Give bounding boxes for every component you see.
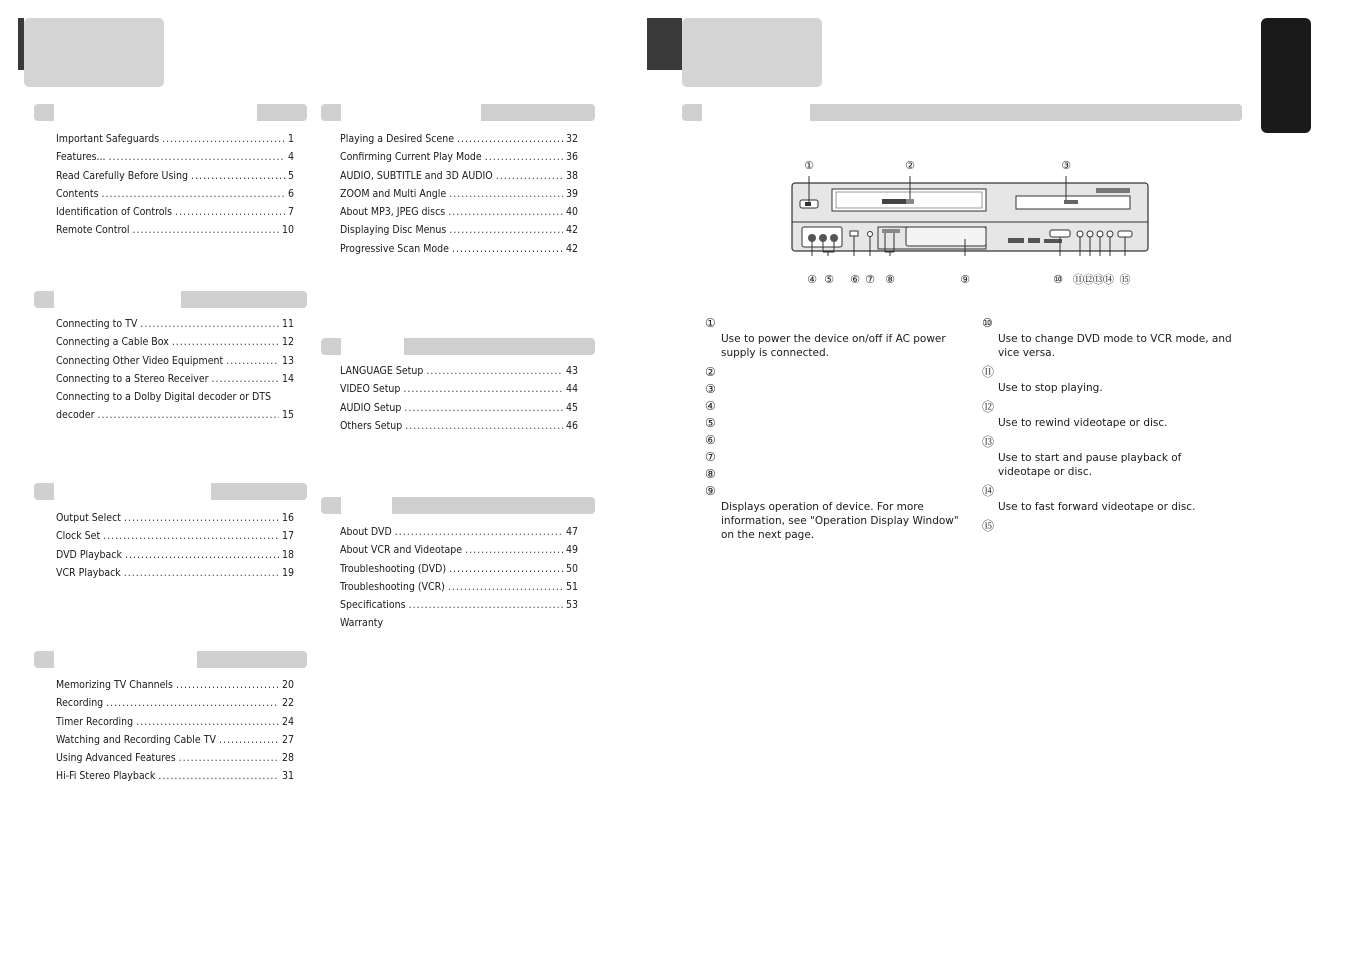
control-number: ①: [705, 316, 716, 330]
control-description: Use to power the device on/off if AC power supply is connected.: [721, 333, 946, 359]
section-bar-1: [34, 104, 307, 121]
toc-list-5: [340, 130, 578, 258]
toc-entry[interactable]: [340, 596, 578, 614]
toc-list-6: [340, 362, 578, 435]
toc-entry[interactable]: [56, 713, 294, 731]
toc-entry-title: Hi-Fi Stereo Playback: [56, 770, 156, 783]
toc-entry[interactable]: [56, 388, 294, 425]
toc-entry-page: 51: [565, 580, 578, 593]
toc-entry-page: 18: [281, 548, 294, 561]
callout-7: ⑦: [865, 273, 875, 286]
toc-entry-title-cont: decoder: [56, 409, 95, 422]
toc-entry-page: 49: [565, 544, 578, 557]
section-bar-3: [34, 483, 307, 500]
callout-8: ⑧: [885, 273, 895, 286]
toc-entry[interactable]: [340, 185, 578, 203]
toc-entry-title: Recording: [56, 697, 104, 710]
toc-entry-page: 42: [565, 224, 578, 237]
toc-entry-page: 22: [281, 697, 294, 710]
toc-entry-title: About DVD: [340, 526, 392, 538]
section-bar-5: [321, 104, 595, 121]
toc-entry-page: 31: [281, 770, 294, 783]
toc-entry-page: 15: [281, 409, 294, 422]
toc-entry-title: VIDEO Setup: [340, 383, 401, 396]
toc-entry-title: Warranty: [340, 617, 384, 630]
toc-list-4: [56, 676, 294, 786]
toc-entry[interactable]: [56, 676, 294, 694]
toc-entry-page: 10: [281, 224, 294, 237]
control-description: Use to rewind videotape or disc.: [998, 417, 1168, 429]
toc-entry-title: About VCR and Videotape: [340, 544, 463, 557]
toc-entry-title: Output Select: [56, 512, 121, 524]
toc-entry-page: 16: [281, 512, 294, 524]
toc-entry-page: 47: [565, 526, 578, 538]
toc-entry-title: Timer Recording: [56, 715, 134, 728]
toc-entry-title: Connecting Other Video Equipment: [56, 354, 224, 367]
toc-entry[interactable]: [340, 614, 578, 632]
toc-entry-title: LANGUAGE Setup: [340, 365, 424, 377]
toc-entry-page: 14: [281, 372, 294, 385]
toc-entry-page: 40: [565, 206, 578, 219]
page-edge-tab: [1261, 18, 1311, 133]
toc-entry-title: Troubleshooting (VCR): [340, 580, 445, 593]
right-header-bar: [647, 18, 682, 70]
toc-entry[interactable]: [56, 221, 294, 239]
toc-entry[interactable]: [56, 694, 294, 712]
toc-entry[interactable]: [340, 578, 578, 596]
section-bar-6: [321, 338, 595, 355]
toc-entry-title: Connecting a Cable Box: [56, 336, 169, 349]
toc-entry[interactable]: [56, 352, 294, 370]
toc-entry-page: 42: [565, 242, 578, 255]
toc-entry[interactable]: [56, 731, 294, 749]
control-number: ⑨: [705, 484, 716, 498]
toc-entry[interactable]: [56, 527, 294, 545]
toc-entry[interactable]: [56, 333, 294, 351]
toc-entry-page: 1: [287, 133, 294, 145]
toc-entry-title: Memorizing TV Channels: [56, 679, 173, 691]
control-description: Use to start and pause playback of videotape or disc.: [998, 452, 1182, 478]
toc-list-1: [56, 130, 294, 240]
toc-entry[interactable]: [340, 240, 578, 258]
callout-4: ④: [807, 273, 817, 286]
toc-entry-title: Remote Control: [56, 224, 130, 237]
control-number: ⑭: [982, 484, 995, 498]
toc-entry-title: Identification of Controls: [56, 206, 173, 219]
toc-entry[interactable]: [56, 370, 294, 388]
control-number: ⑩: [982, 316, 993, 330]
toc-entry-title: Confirming Current Play Mode: [340, 151, 482, 164]
toc-entry[interactable]: [56, 509, 294, 527]
callout-5: ⑤: [824, 273, 834, 286]
control-number: ②: [705, 365, 716, 379]
callout-3: ③: [1061, 159, 1071, 172]
toc-entry-title: Watching and Recording Cable TV: [56, 733, 216, 746]
callout-15: ⑮: [1119, 273, 1131, 286]
toc-entry-title: Read Carefully Before Using: [56, 169, 188, 182]
toc-entry-page: 11: [281, 318, 294, 330]
toc-entry[interactable]: [340, 148, 578, 166]
toc-entry-page: 7: [287, 206, 294, 219]
toc-entry-page: 45: [565, 401, 578, 414]
toc-entry[interactable]: [340, 541, 578, 559]
toc-entry-page: 12: [281, 336, 294, 349]
control-number: ③: [705, 382, 716, 396]
callout-10: ⑩: [1053, 273, 1063, 286]
toc-entry[interactable]: [340, 362, 578, 380]
toc-entry-page: 44: [565, 383, 578, 396]
control-number: ⑦: [705, 450, 716, 464]
control-description: Displays operation of device. For more information, see "Operation Display Window" on the next page.: [721, 501, 959, 541]
callout-9: ⑨: [960, 273, 970, 286]
toc-entry[interactable]: [340, 560, 578, 578]
toc-entry[interactable]: [56, 564, 294, 582]
section-bar-4: [34, 651, 307, 668]
toc-entry[interactable]: [56, 185, 294, 203]
callout-11-14: ⑪⑫⑬⑭: [1073, 273, 1113, 286]
section-bar-controls: [682, 104, 1242, 121]
toc-entry-page: 27: [281, 733, 294, 746]
toc-entry-title: VCR Playback: [56, 566, 121, 579]
toc-entry[interactable]: [56, 203, 294, 221]
control-description: Use to change DVD mode to VCR mode, and vice versa.: [998, 333, 1232, 359]
toc-entry-title: Using Advanced Features: [56, 752, 176, 765]
toc-entry-title: Troubleshooting (DVD): [340, 562, 447, 575]
toc-entry-title: AUDIO, SUBTITLE and 3D AUDIO: [340, 169, 493, 182]
toc-entry[interactable]: [340, 417, 578, 435]
toc-list-2: [56, 315, 294, 425]
toc-entry[interactable]: [340, 167, 578, 185]
toc-entry[interactable]: [340, 221, 578, 239]
toc-entry-title: Progressive Scan Mode: [340, 242, 449, 255]
control-descriptions-left: [705, 315, 965, 546]
callout-1: ①: [804, 159, 814, 172]
toc-entry-title: Connecting to a Stereo Receiver: [56, 372, 209, 385]
toc-entry-page: 32: [565, 133, 578, 145]
toc-entry[interactable]: [340, 399, 578, 417]
toc-entry[interactable]: [56, 148, 294, 166]
callout-2: ②: [905, 159, 915, 172]
control-description: Use to stop playing.: [998, 382, 1103, 394]
toc-entry-title: DVD Playback: [56, 548, 122, 561]
toc-entry-page: 43: [565, 365, 578, 377]
toc-entry[interactable]: [56, 167, 294, 185]
toc-entry[interactable]: [56, 767, 294, 785]
toc-entry[interactable]: [340, 523, 578, 541]
toc-entry[interactable]: [56, 315, 294, 333]
toc-entry-page: 46: [565, 419, 578, 432]
toc-list-7: [340, 523, 578, 633]
left-header-box: [24, 18, 164, 87]
right-header-box: [682, 18, 822, 87]
section-bar-2: [34, 291, 307, 308]
dvd-vcr-front-panel: [790, 176, 1152, 256]
toc-entry-page: 20: [281, 679, 294, 691]
toc-entry[interactable]: [340, 203, 578, 221]
toc-entry-page: 19: [281, 566, 294, 579]
toc-entry-title: Displaying Disc Menus: [340, 224, 447, 237]
control-number: ⑮: [982, 519, 995, 533]
toc-entry-page: 5: [287, 169, 294, 182]
toc-entry[interactable]: [56, 130, 294, 148]
toc-entry-title: Important Safeguards: [56, 133, 160, 145]
control-number: ⑪: [982, 365, 995, 379]
control-description: Use to fast forward videotape or disc.: [998, 501, 1196, 513]
toc-entry-page: 53: [565, 599, 578, 612]
toc-entry-title: Contents: [56, 187, 99, 200]
toc-entry-title: Specifications: [340, 599, 406, 612]
toc-list-3: [56, 509, 294, 582]
toc-entry-title: ZOOM and Multi Angle: [340, 187, 447, 200]
control-number: ⑤: [705, 416, 716, 430]
toc-entry[interactable]: [340, 380, 578, 398]
toc-entry-title: Connecting to a Dolby Digital decoder or DTS: [56, 391, 272, 404]
toc-entry-page: 13: [281, 354, 294, 367]
section-bar-7: [321, 497, 595, 514]
toc-entry-title: Others Setup: [340, 419, 403, 432]
toc-entry-page: 17: [281, 530, 294, 543]
callout-6: ⑥: [850, 273, 860, 286]
toc-entry-page: 28: [281, 752, 294, 765]
toc-entry-title: AUDIO Setup: [340, 401, 402, 414]
toc-entry[interactable]: [56, 546, 294, 564]
toc-entry-page: 4: [287, 151, 294, 164]
toc-entry[interactable]: [340, 130, 578, 148]
toc-entry-title: Connecting to TV: [56, 318, 138, 330]
control-number: ⑬: [982, 435, 995, 449]
toc-entry-page: 38: [565, 169, 578, 182]
toc-entry[interactable]: [56, 749, 294, 767]
toc-entry-page: 50: [565, 562, 578, 575]
toc-entry-title: Clock Set: [56, 530, 101, 543]
toc-entry-page: 24: [281, 715, 294, 728]
control-number: ⑧: [705, 467, 716, 481]
control-number: ④: [705, 399, 716, 413]
toc-entry-page: 36: [565, 151, 578, 164]
toc-entry-page: 39: [565, 187, 578, 200]
toc-entry-page: 6: [287, 187, 294, 200]
toc-entry-title: Features...: [56, 151, 106, 164]
control-number: ⑥: [705, 433, 716, 447]
toc-entry-title: Playing a Desired Scene: [340, 133, 455, 145]
control-descriptions-right: [982, 315, 1232, 535]
toc-entry-title: About MP3, JPEG discs: [340, 206, 446, 219]
control-number: ⑫: [982, 400, 995, 414]
